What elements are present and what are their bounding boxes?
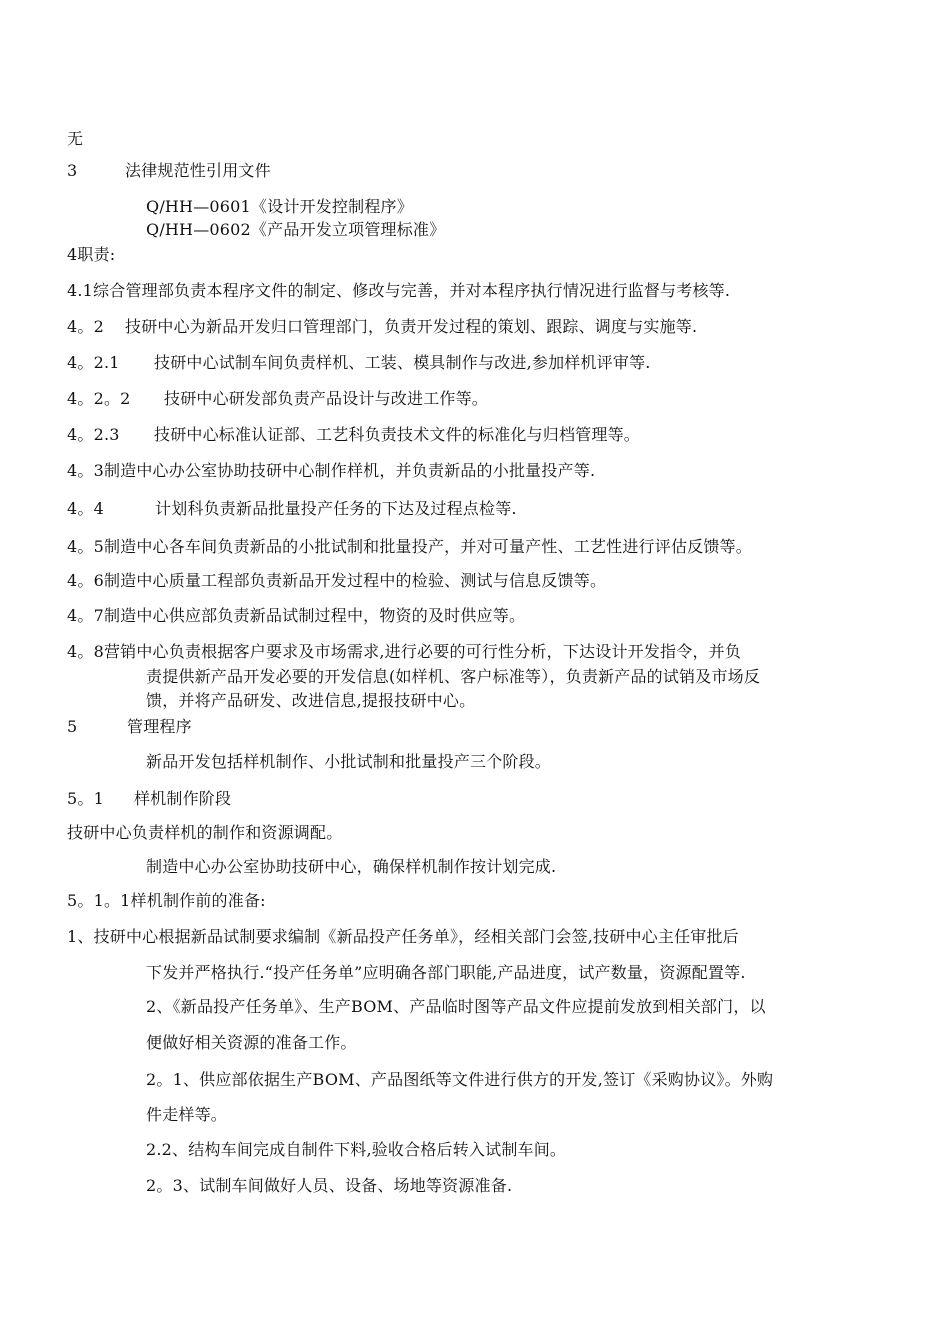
text-line-continued: 件走样等。 — [146, 1105, 228, 1124]
text-line: 新品开发包括样机制作、小批试制和批量投产三个阶段。 — [146, 752, 552, 771]
list-item: 2。3、试制车间做好人员、设备、场地等资源准备. — [146, 1176, 513, 1195]
list-item: 2。1、供应部依据生产BOM、产品图纸等文件进行供方的开发,签订《采购协议》。外购 — [146, 1070, 774, 1089]
text-line: 4。2。2 技研中心研发部负责产品设计与改进工作等。 — [67, 389, 489, 408]
text-line: 4。5制造中心各车间负责新品的小批试制和批量投产，并对可量产性、工艺性进行评估反馈等。 — [67, 537, 752, 556]
list-item: 1、技研中心根据新品试制要求编制《新品投产任务单》，经相关部门会签,技研中心主任审批后 — [67, 927, 739, 946]
list-item: 2、《新品投产任务单》、生产BOM、产品临时图等产品文件应提前发放到相关部门，以 — [146, 997, 766, 1016]
reference-item: Q/HH—0602《产品开发立项管理标准》 — [146, 220, 446, 239]
subsection-heading: 5。1 样机制作阶段 — [67, 789, 232, 808]
section-heading: 5 管理程序 — [67, 717, 192, 736]
text-line: 4。4 计划科负责新品批量投产任务的下达及过程点检等. — [67, 499, 517, 518]
text-line: 4。8营销中心负责根据客户要求及市场需求,进行必要的可行性分析，下达设计开发指令，并负 — [67, 642, 742, 661]
text-line-continued: 责提供新产品开发必要的开发信息(如样机、客户标准等），负责新产品的试销及市场反 — [146, 667, 761, 686]
subsection-heading: 5。1。1样机制作前的准备: — [67, 891, 266, 910]
section-heading: 3 法律规范性引用文件 — [67, 161, 271, 180]
text-line: 4.1综合管理部负责本程序文件的制定、修改与完善，并对本程序执行情况进行监督与考核等. — [67, 281, 731, 300]
text-line: 4。2 技研中心为新品开发归口管理部门，负责开发过程的策划、跟踪、调度与实施等. — [67, 317, 698, 336]
text-line: 4。3制造中心办公室协助技研中心制作样机，并负责新品的小批量投产等. — [67, 461, 596, 480]
reference-item: Q/HH—0601《设计开发控制程序》 — [146, 197, 413, 216]
section-heading: 4职责: — [67, 245, 116, 264]
text-line-continued: 馈，并将产品研发、改进信息,提报技研中心。 — [146, 691, 476, 710]
text-line: 4。6制造中心质量工程部负责新品开发过程中的检验、测试与信息反馈等。 — [67, 571, 607, 590]
text-line: 4。7制造中心供应部负责新品试制过程中，物资的及时供应等。 — [67, 606, 526, 625]
list-item: 2.2、结构车间完成自制件下料,验收合格后转入试制车间。 — [146, 1140, 567, 1159]
text-line-continued: 便做好相关资源的准备工作。 — [146, 1033, 357, 1052]
text-line: 技研中心负责样机的制作和资源调配。 — [67, 823, 343, 842]
text-line: 无 — [67, 129, 84, 148]
text-line-continued: 下发并严格执行.“投产任务单”应明确各部门职能,产品进度，试产数量，资源配置等. — [146, 963, 746, 982]
text-line: 制造中心办公室协助技研中心，确保样机制作按计划完成. — [146, 857, 557, 876]
text-line: 4。2.3 技研中心标准认证部、工艺科负责技术文件的标准化与归档管理等。 — [67, 425, 641, 444]
text-line: 4。2.1 技研中心试制车间负责样机、工装、模具制作与改进,参加样机评审等. — [67, 353, 651, 372]
